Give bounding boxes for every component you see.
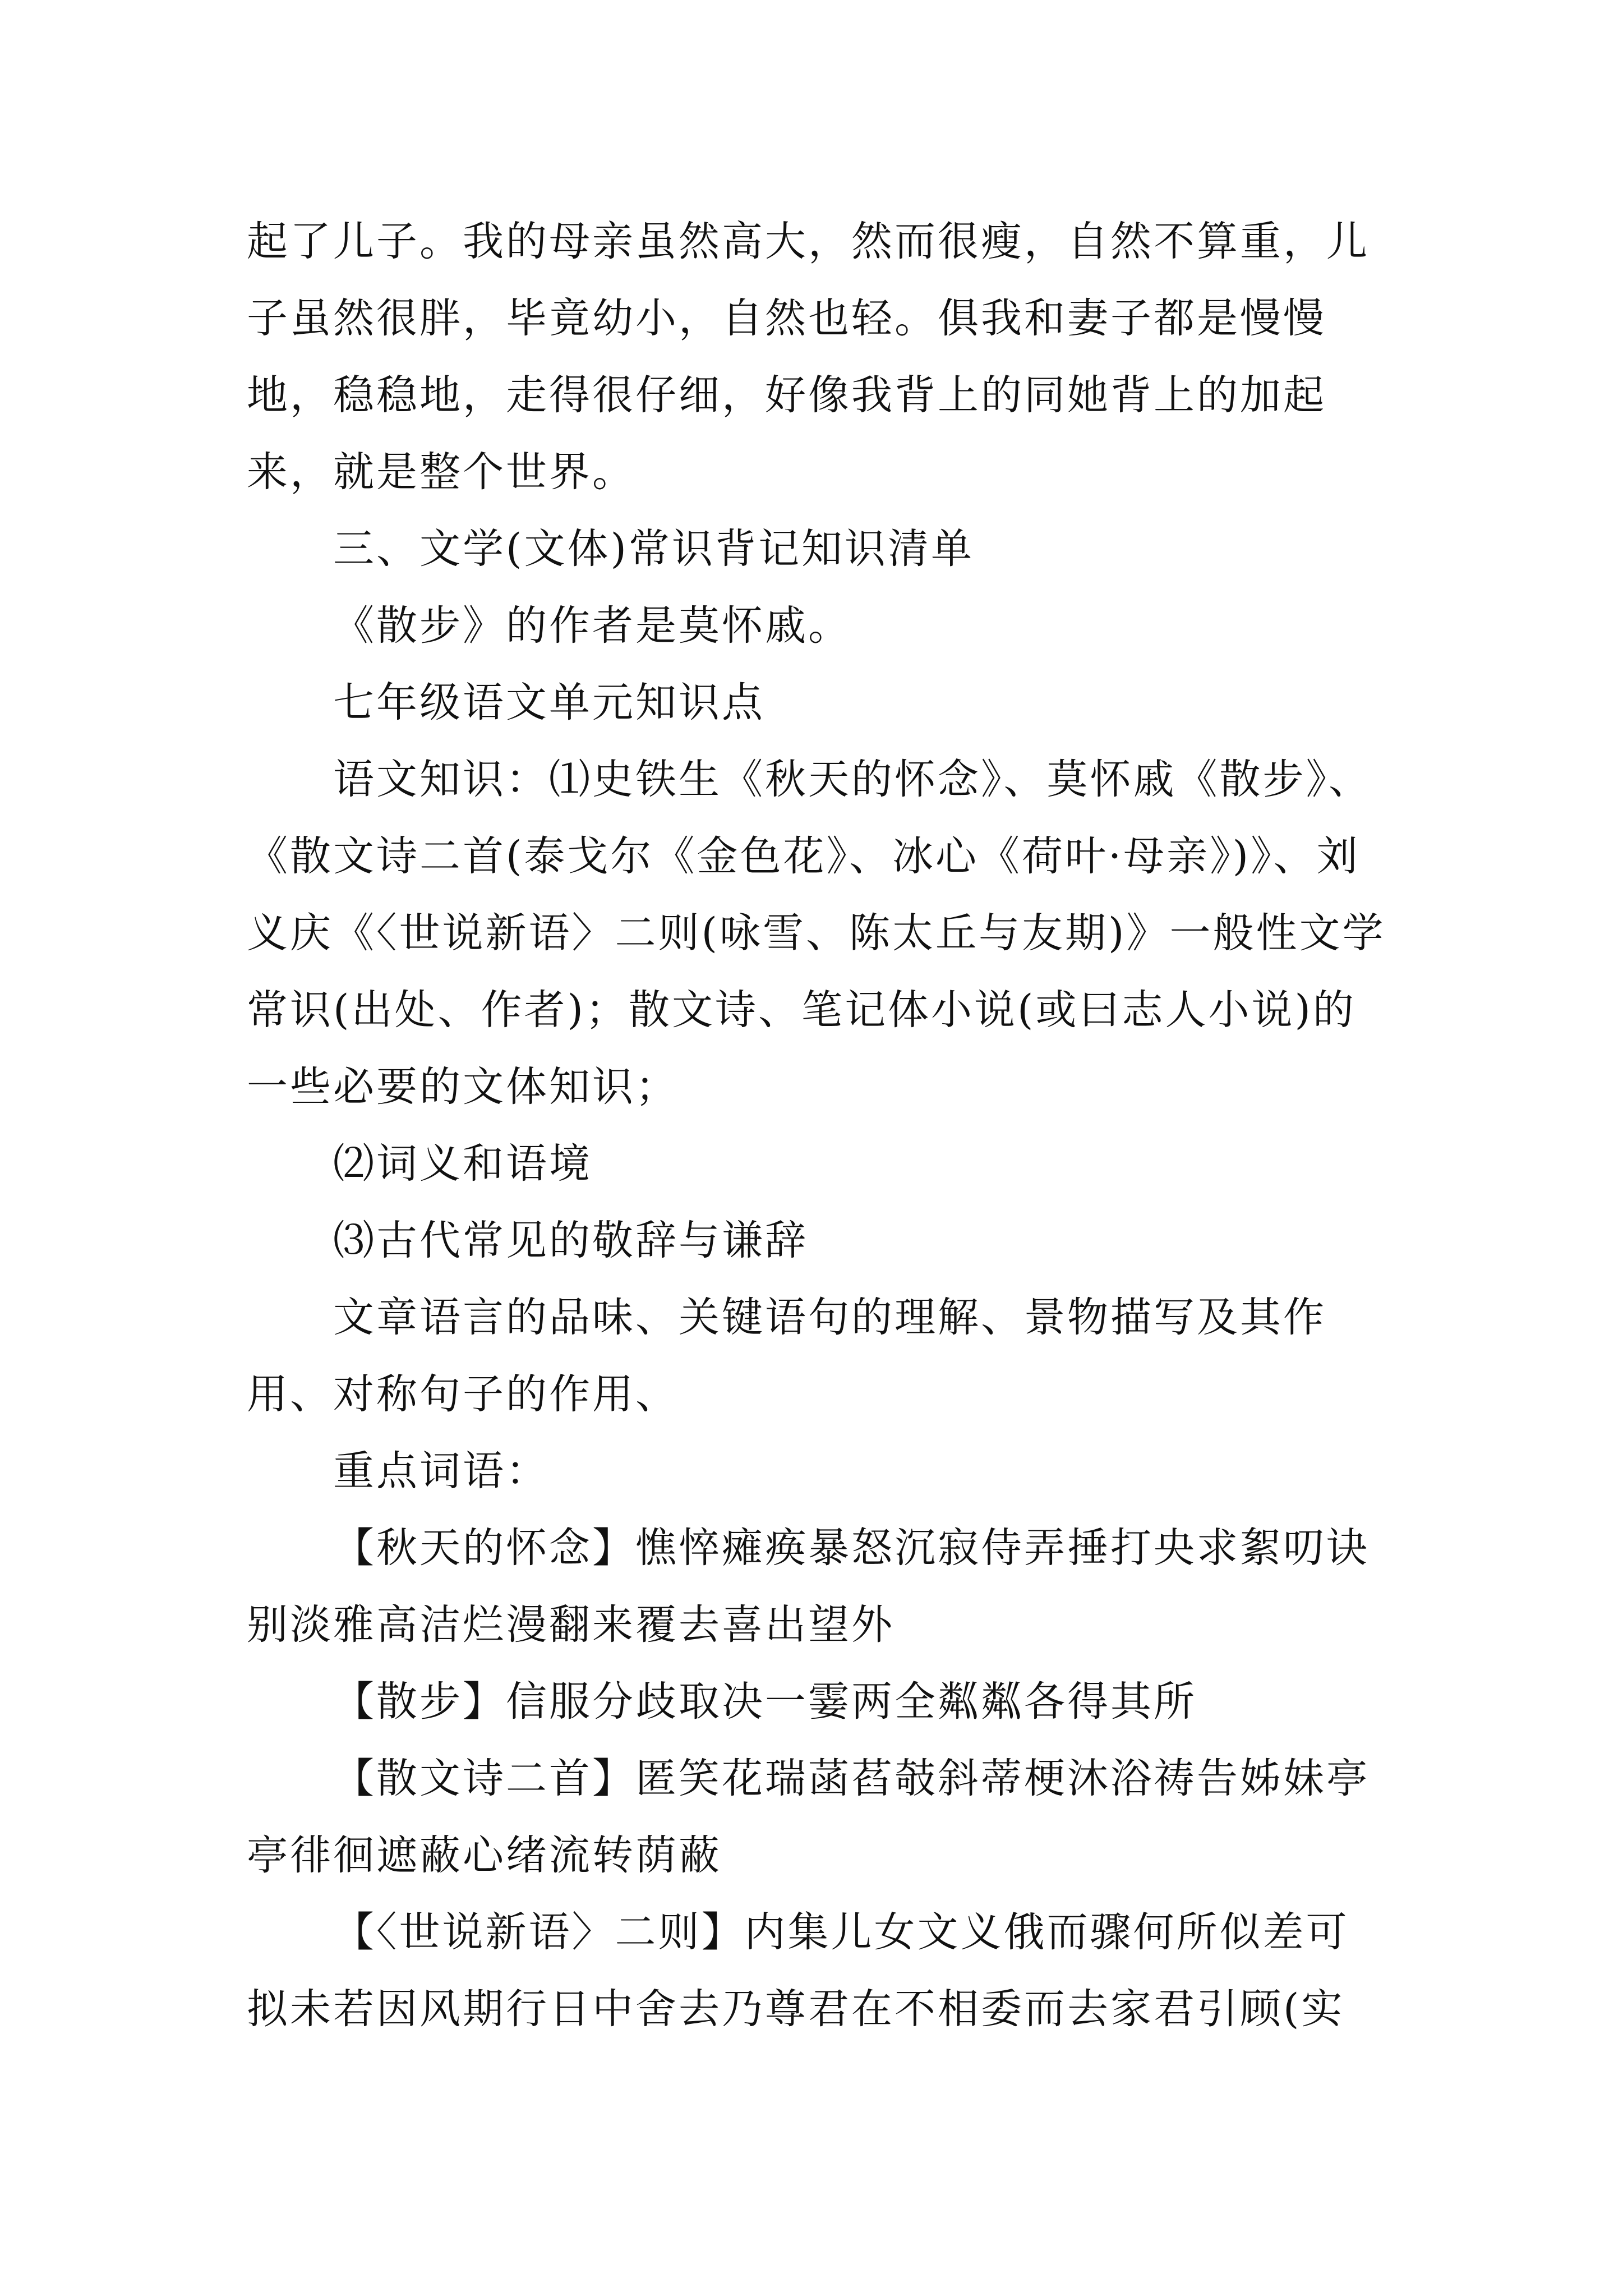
paragraph-language-knowledge: 语文知识：⑴史铁生《秋天的怀念》、莫怀戚《散步》、《散文诗二首(泰戈尔《金色花》、冰心《荷叶·母亲》)》、刘义庆《〈世说新语〉二则(咏雪、陈太丘与友期)》一般性文学常识(出处、作者)；散文诗、笔记体小说(或曰志人小说)的一些必要的文体知识； bbox=[247, 756, 1386, 1111]
paragraph-continuation: 起了儿子。我的母亲虽然高大，然而很瘦，自然不算重，儿子虽然很胖，毕竟幼小，自然也轻。俱我和妻子都是慢慢地，稳稳地，走得很仔细，好像我背上的同她背上的加起来，就是整个世界。 bbox=[247, 218, 1370, 496]
paragraph-reading-skills: 文章语言的品味、关键语句的理解、景物描写及其作用、对称句子的作用、 bbox=[247, 1294, 1326, 1418]
list-item-honorifics: ⑶古代常见的敬辞与谦辞 bbox=[333, 1217, 808, 1264]
section-heading-unit-knowledge: 七年级语文单元知识点 bbox=[333, 679, 765, 726]
vocab-list-taking-a-walk: 【散步】信服分歧取决一霎两全粼粼各得其所 bbox=[333, 1678, 1197, 1726]
vocab-list-autumn-memory: 【秋天的怀念】憔悴瘫痪暴怒沉寂侍弄捶打央求絮叨诀别淡雅高洁烂漫翻来覆去喜出望外 bbox=[247, 1524, 1370, 1649]
vocab-list-shishuo-xinyu: 【〈世说新语〉二则】内集儿女文义俄而骤何所似差可拟未若因风期行日中舍去乃尊君在不相委而去家君引顾(实 bbox=[247, 1908, 1349, 2033]
document-body bbox=[247, 203, 1391, 2047]
section-heading-literary-knowledge: 三、文学(文体)常识背记知识清单 bbox=[333, 525, 974, 573]
paragraph-author-note: 《散步》的作者是莫怀戚。 bbox=[333, 602, 851, 650]
section-heading-key-words: 重点词语： bbox=[333, 1447, 549, 1495]
vocab-list-prose-poems: 【散文诗二首】匿笑花瑞菡萏攲斜蒂梗沐浴祷告姊妹亭亭徘徊遮蔽心绪流转荫蔽 bbox=[247, 1755, 1370, 1879]
list-item-word-context: ⑵词义和语境 bbox=[333, 1140, 592, 1188]
